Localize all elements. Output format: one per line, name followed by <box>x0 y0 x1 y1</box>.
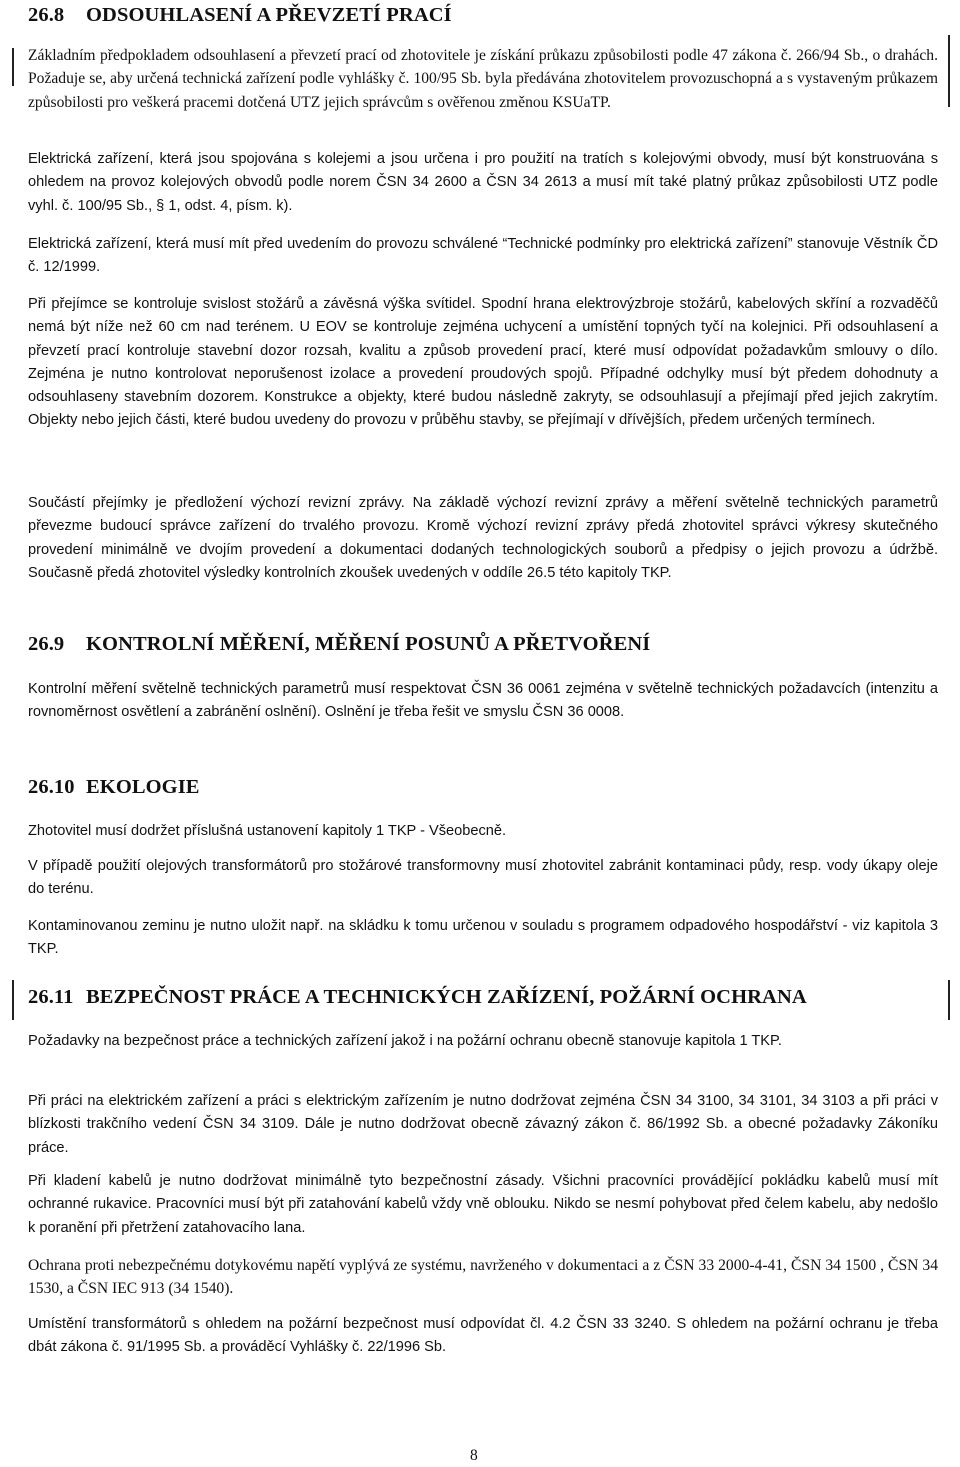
paragraph-8: V případě použití olejových transformátorů pro stožárové transformovny musí zhotovitel zabránit kontaminaci půdy, resp. vody úkapy oleje do terénu. <box>28 858 938 898</box>
paragraph-11: Při práci na elektrickém zařízení a práci s elektrickým zařízením je nutno dodržovat zejména ČSN 34 3100, 34 3101, 34 3103 a při práci v blízkosti trakčního vedení ČSN 34 3109. Dále je nutno dodržovat obecně závazný zákon č. 86/1992 Sb. a obecné požadavky Zákoníku práce. <box>28 1093 938 1156</box>
paragraph-5: Součástí přejímky je předložení výchozí revizní zprávy. Na základě výchozí revizní zprávy a měření světelně technických parametrů převezme budoucí správce zařízení do trvalého provozu. Kromě výchozí revizní zprávy předá zhotovitel správci výkresy skutečného provedení minimálně ve dvojím provedení a dokumentaci dodaných technologických souborů a předpisy o jejich provozu a údržbě. Současně předá zhotovitel výsledky kontrolních zkoušek uvedených v oddíle 26.5 této kapitoly TKP. <box>28 495 938 581</box>
paragraph-4: Při přejímce se kontroluje svislost stožárů a závěsná výška svítidel. Spodní hrana elektrovýzbroje stožárů, kabelových skříní a rozvaděčů nemá být níže než 60 cm nad terénem. U EOV se kontroluje zejména uchycení a umístění topných tyčí na kolejnici. Při odsouhlasení a převzetí prací kontroluje stavební dozor rozsah, kvalitu a způsob provedení prací, které musí odpovídat požadavkům smlouvy o dílo. Zejména je nutno kontrolovat neporušenost izolace a provedení proudových spojů. Případné odchylky musí být předem dohodnuty a odsouhlaseny stavebním dozorem. Konstrukce a objekty, které budou následně zakryty, se odsouhlasují a přejímají před jejich zakrytím. Objekty nebo jejich části, které budou uvedeny do provozu v průběhu stavby, se přejímají v dřívějších, předem určených termínech. <box>28 296 938 429</box>
change-bar-left-1 <box>12 48 14 86</box>
paragraph-3: Elektrická zařízení, která musí mít před uvedením do provozu schválené “Technické podmínky pro elektrická zařízení” stanovuje Věstník ČD č. 12/1999. <box>28 236 938 276</box>
paragraph-12: Při kladení kabelů je nutno dodržovat minimálně tyto bezpečnostní zásady. Všichni pracovníci provádějící pokládku kabelů musí mít ochranné rukavice. Pracovníci musí být při zatahování kabelů vždy vně oblouku. Nikdo se nesmí pohybovat před čelem kabelu, aby nedošlo k poranění při přetržení zatahovacího lana. <box>28 1173 938 1236</box>
heading-26-10: 26.10 EKOLOGIE <box>28 776 200 798</box>
change-bar-right-2 <box>948 980 950 1020</box>
heading-26-9: 26.9 KONTROLNÍ MĚŘENÍ, MĚŘENÍ POSUNŮ A PŘETVOŘENÍ <box>28 633 651 655</box>
paragraph-9: Kontaminovanou zeminu je nutno uložit např. na skládku k tomu určenou v souladu s programem odpadového hospodářství - viz kapitola 3 TKP. <box>28 918 938 958</box>
paragraph-10: Požadavky na bezpečnost práce a technických zařízení jakož i na požární ochranu obecně stanovuje kapitola 1 TKP. <box>28 1033 782 1049</box>
change-bar-left-2 <box>12 980 14 1020</box>
change-bar-right-1 <box>948 35 950 107</box>
paragraph-13: Ochrana proti nebezpečnému dotykovému napětí vyplývá ze systému, navrženého v dokumentaci a z ČSN 33 2000-4-41, ČSN 34 1500 , ČSN 34 1530, a ČSN IEC 913 (34 1540). <box>28 1257 938 1298</box>
page-number: 8 <box>470 1447 478 1464</box>
paragraph-14: Umístění transformátorů s ohledem na požární bezpečnost musí odpovídat čl. 4.2 ČSN 33 3240. S ohledem na požární ochranu je třeba dbát zákona č. 91/1995 Sb. a prováděcí Vyhlášky č. 22/1996 Sb. <box>28 1316 938 1356</box>
paragraph-1: Základním předpokladem odsouhlasení a převzetí prací od zhotovitele je získání průkazu způsobilosti podle 47 zákona č. 266/94 Sb., o drahách. Požaduje se, aby určená technická zařízení podle vyhlášky č. 100/95 Sb. byla předávána zhotovitelem provozuschopná a s vystaveným průkazem způsobilosti pro veškerá pracemi dotčená UTZ jejich správcům s ověřenou změnou KSUaTP. <box>28 47 938 111</box>
heading-26-11: 26.11 BEZPEČNOST PRÁCE A TECHNICKÝCH ZAŘÍZENÍ, POŽÁRNÍ OCHRANA <box>28 986 807 1008</box>
paragraph-2: Elektrická zařízení, která jsou spojována s kolejemi a jsou určena i pro použití na tratích s kolejovými obvody, musí být konstruována s ohledem na provoz kolejových obvodů podle norem ČSN 34 2600 a ČSN 34 2613 a musí mít také platný průkaz způsobilosti UTZ podle vyhl. č. 100/95 Sb., § 1, odst. 4, písm. k). <box>28 151 938 214</box>
paragraph-7: Zhotovitel musí dodržet příslušná ustanovení kapitoly 1 TKP - Všeobecně. <box>28 823 507 839</box>
paragraph-6: Kontrolní měření světelně technických parametrů musí respektovat ČSN 36 0061 zejména v světelně technických požadavcích (intenzitu a rovnoměrnost osvětlení a zabránění oslnění). Oslnění je třeba řešit ve smyslu ČSN 36 0008. <box>28 681 938 721</box>
heading-26-8: 26.8 ODSOUHLASENÍ A PŘEVZETÍ PRACÍ <box>28 4 452 26</box>
